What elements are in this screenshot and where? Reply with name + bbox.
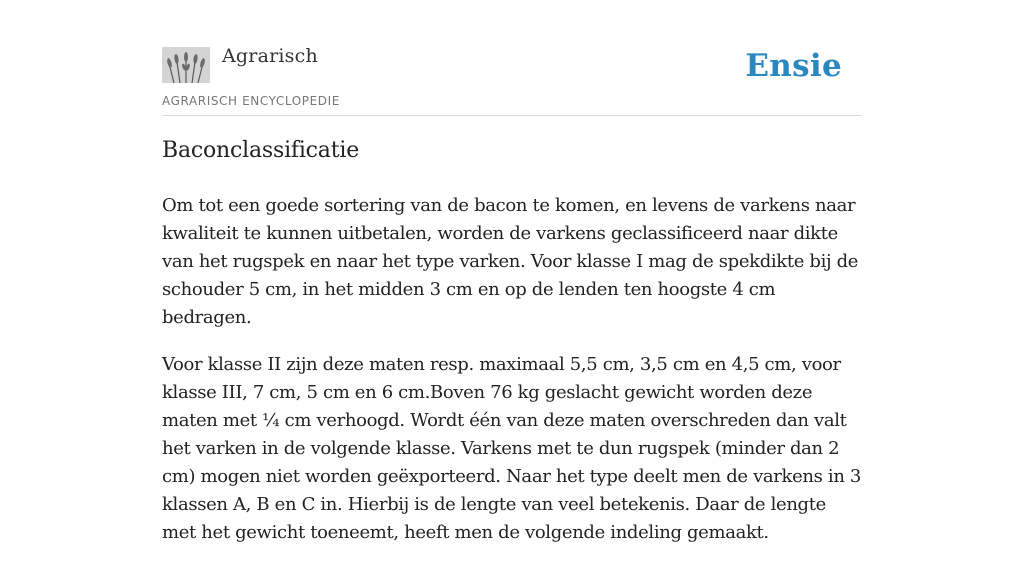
- article-paragraph: Om tot een goede sortering van de bacon te komen, en levens de varkens naar kwaliteit te kunnen uitbetalen, worden de varkens geclassificeerd naar dikte van het rugspek en naar het type varken. Voor klasse I mag de spekdikte bij de schouder 5 cm, in het midden 3 cm en op de lenden ten hoogste 4 cm bedragen.: [162, 195, 859, 328]
- site-subtitle: AGRARISCH ENCYCLOPEDIE: [162, 94, 340, 108]
- site-header: [162, 44, 862, 116]
- article-body: [162, 192, 862, 566]
- article-paragraph: Voor klasse II zijn deze maten resp. maximaal 5,5 cm, 3,5 cm en 4,5 cm, voor klasse III, 7 cm, 5 cm en 6 cm.Boven 76 kg geslacht gewicht worden deze maten met ¼ cm verhoogd. Wordt één van deze maten overschreden dan valt het varken in de volgende klasse. Varkens met te dun rugspek (minder dan 2 cm) mogen niet worden geëxporteerd. Naar het type deelt men de varkens in 3 klassen A, B en C in. Hierbij is de lengte van veel betekenis. Daar de lengte met het gewicht toeneemt, heeft men de volgende indeling gemaakt.: [162, 354, 862, 543]
- site-name-link[interactable]: Agrarisch: [222, 45, 318, 67]
- wheat-icon[interactable]: [162, 47, 210, 83]
- article-title: Baconclassificatie: [162, 138, 360, 163]
- ensie-logo-link[interactable]: Ensie: [745, 48, 842, 84]
